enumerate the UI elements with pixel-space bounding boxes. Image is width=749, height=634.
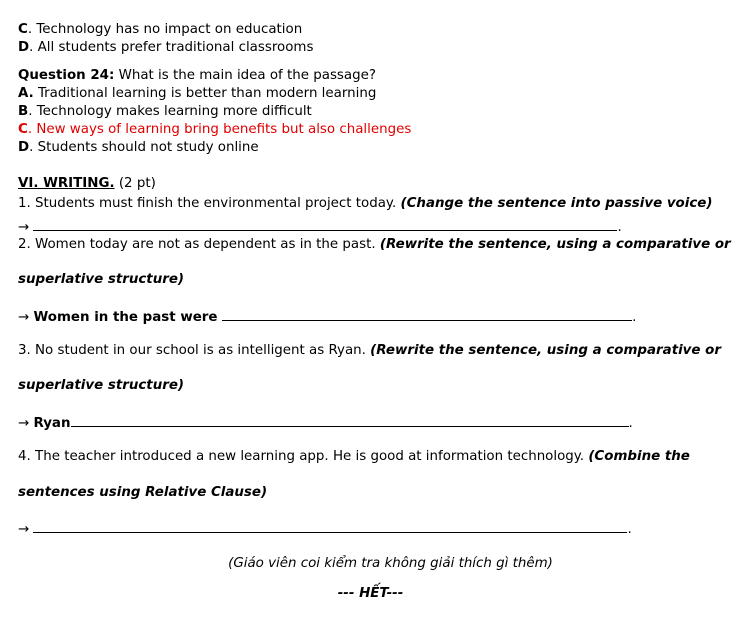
answer-end: . [627,522,632,537]
option-letter: D [18,40,30,55]
end-marker: --- HẾT--- [337,586,404,601]
option-text: . Technology has no impact on education [27,22,303,37]
option-letter: D [18,140,30,155]
arrow-icon: → [18,522,34,537]
answer-end: . [632,310,637,325]
answer-lead: Ryan [33,416,71,431]
answer-line-2[interactable] [18,308,636,326]
question-label: Question 24: [18,68,115,83]
item-sentence: 3. No student in our school is as intelligent as Ryan. [18,343,371,358]
answer-line-4[interactable] [18,520,632,538]
option-letter: C [18,122,28,137]
item-sentence: 1. Students must finish the environmental project today. [18,196,401,211]
writing-item-3 [18,343,721,359]
writing-item-2 [18,237,731,253]
writing-item-4 [18,449,690,465]
item-instruction: (Change the sentence into passive voice) [400,196,713,211]
item-sentence: 2. Women today are not as dependent as in the past. [18,237,380,252]
option-text: . All students prefer traditional classrooms [29,40,314,55]
answer-end: . [628,416,633,431]
writing-heading [18,176,156,192]
item-instruction: (Rewrite the sentence, using a comparative or [370,343,721,358]
question-text: What is the main idea of the passage? [114,68,376,83]
option-text: . New ways of learning bring benefits but also challenges [27,122,412,137]
q23-option-d [18,40,313,56]
q24-option-a [18,86,376,102]
option-letter: A. [18,86,34,101]
item-instruction: (Rewrite the sentence, using a comparative or [379,237,731,252]
q24-option-c-answer [18,122,411,138]
writing-item-1 [18,196,712,212]
option-letter: C [18,22,28,37]
option-text: Traditional learning is better than modern learning [33,86,377,101]
q24-option-b [18,104,312,120]
q24-option-d [18,140,259,156]
option-letter: B [18,104,29,119]
writing-item-3-instruction-cont: superlative structure) [18,378,185,393]
arrow-icon: → [18,220,34,235]
q23-option-c [18,22,302,38]
answer-blank[interactable] [222,308,632,321]
question-24 [18,68,376,84]
option-text: . Technology makes learning more difficult [28,104,312,119]
answer-blank[interactable] [33,520,627,533]
option-text: . Students should not study online [29,140,259,155]
answer-line-3[interactable] [18,414,633,432]
writing-item-4-instruction-cont: sentences using Relative Clause) [18,485,268,500]
arrow-icon: → [18,416,34,431]
answer-blank[interactable] [33,218,617,231]
answer-blank[interactable] [71,414,629,427]
item-sentence: 4. The teacher introduced a new learning app. He is good at information technology. [18,449,589,464]
writing-item-2-instruction-cont: superlative structure) [18,272,185,287]
arrow-icon: → [18,310,34,325]
section-title: VI. WRITING. [18,176,115,191]
answer-lead: Women in the past were [33,310,223,325]
section-points: (2 pt) [114,176,156,191]
answer-line-1[interactable] [18,218,622,236]
item-instruction: (Combine the [588,449,690,464]
answer-end: . [617,220,622,235]
footer-note: (Giáo viên coi kiểm tra không giải thích gì thêm) [228,556,553,571]
